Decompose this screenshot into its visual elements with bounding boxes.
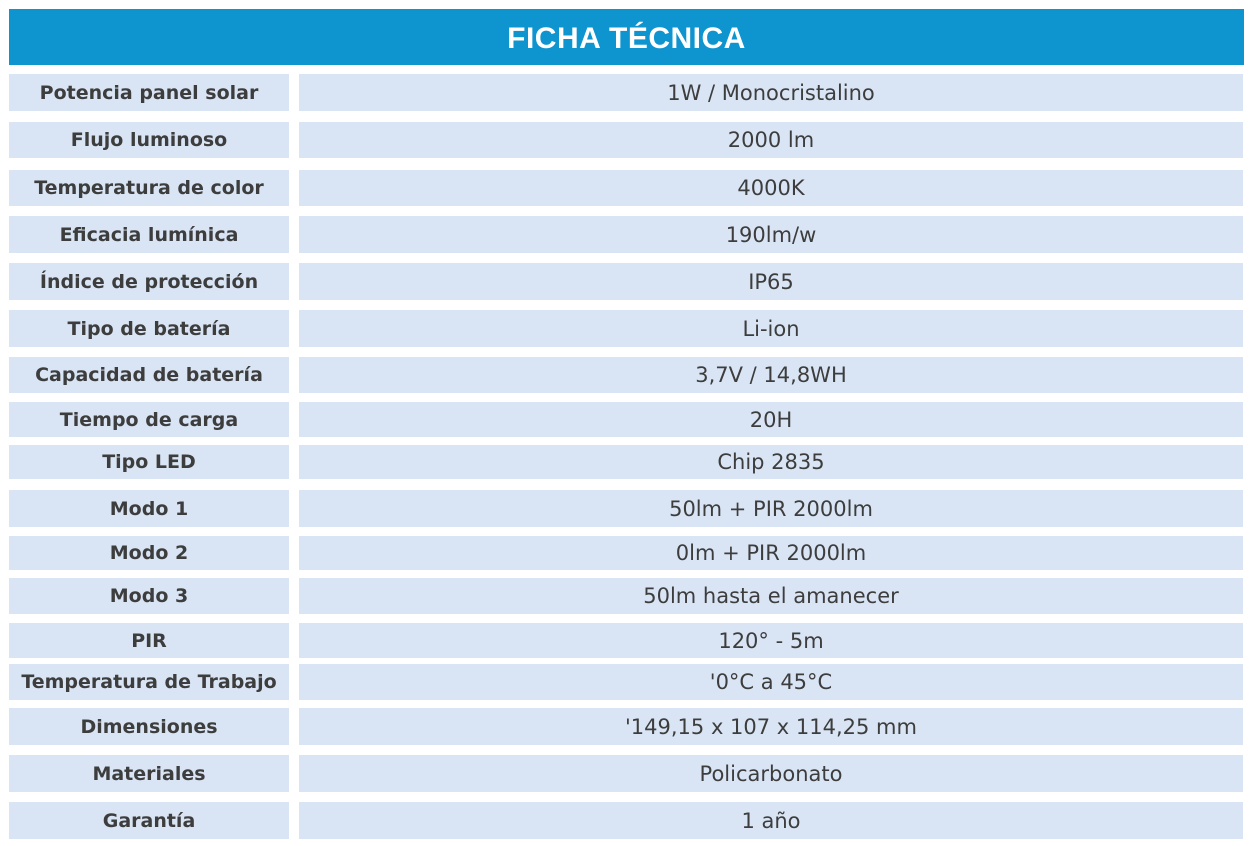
table-row — [0, 755, 1253, 792]
spec-label: Modo 3 — [109, 585, 189, 607]
spec-label: Capacidad de batería — [35, 364, 263, 386]
spec-label: Garantía — [102, 809, 196, 832]
value-cell — [299, 310, 1243, 347]
table-row — [0, 802, 1253, 839]
value-cell — [299, 623, 1243, 658]
table-row — [0, 664, 1253, 700]
label-cell — [9, 263, 289, 300]
spec-value: '149,15 x 107 x 114,25 mm — [625, 714, 917, 739]
spec-value: 50lm + PIR 2000lm — [669, 496, 873, 521]
spec-label: Modo 1 — [109, 497, 189, 520]
value-cell — [299, 536, 1243, 570]
spec-label: Temperatura de color — [34, 177, 264, 199]
spec-value: Chip 2835 — [717, 450, 825, 474]
table-row — [0, 402, 1253, 437]
value-cell — [299, 402, 1243, 437]
table-row — [0, 122, 1253, 158]
value-cell — [299, 802, 1243, 839]
label-cell — [9, 664, 289, 700]
value-cell — [299, 578, 1243, 614]
spec-value: 1 año — [741, 808, 801, 833]
table-row — [0, 445, 1253, 479]
spec-label: PIR — [131, 629, 167, 652]
spec-value: 50lm hasta el amanecer — [643, 584, 899, 608]
value-cell — [299, 357, 1243, 393]
value-cell — [299, 74, 1243, 111]
spec-label: Materiales — [92, 762, 206, 785]
spec-label: Temperatura de Trabajo — [21, 671, 277, 693]
table-row — [0, 357, 1253, 393]
table-row — [0, 578, 1253, 614]
label-cell — [9, 216, 289, 253]
spec-value: 2000 lm — [727, 128, 815, 152]
label-cell — [9, 170, 289, 206]
spec-label: Modo 2 — [109, 542, 189, 564]
spec-label: Eficacia lumínica — [59, 223, 239, 246]
value-cell — [299, 122, 1243, 158]
spec-label: Tipo de batería — [67, 317, 231, 340]
label-cell — [9, 445, 289, 479]
spec-value: IP65 — [748, 269, 794, 294]
table-row — [0, 623, 1253, 658]
spec-value: Li-ion — [742, 316, 800, 341]
table-row — [0, 536, 1253, 570]
value-cell — [299, 490, 1243, 527]
table-row — [0, 170, 1253, 206]
label-cell — [9, 536, 289, 570]
label-cell — [9, 755, 289, 792]
value-cell — [299, 263, 1243, 300]
table-row — [0, 490, 1253, 527]
label-cell — [9, 490, 289, 527]
spec-value: 4000K — [737, 176, 805, 200]
spec-value: 1W / Monocristalino — [667, 80, 875, 105]
label-cell — [9, 623, 289, 658]
spec-label: Flujo luminoso — [70, 129, 228, 151]
spec-value: '0°C a 45°C — [709, 670, 833, 694]
label-cell — [9, 402, 289, 437]
label-cell — [9, 310, 289, 347]
label-cell — [9, 708, 289, 745]
spec-label: Tipo LED — [102, 451, 196, 473]
spec-label: Dimensiones — [80, 715, 218, 738]
table-row — [0, 708, 1253, 745]
table-row — [0, 216, 1253, 253]
value-cell — [299, 216, 1243, 253]
spec-label: Potencia panel solar — [39, 81, 259, 104]
spec-value: 0lm + PIR 2000lm — [675, 541, 867, 565]
spec-label: Índice de protección — [39, 270, 259, 293]
spec-value: 120° - 5m — [718, 628, 824, 653]
value-cell — [299, 755, 1243, 792]
spec-value: 3,7V / 14,8WH — [695, 363, 847, 387]
label-cell — [9, 802, 289, 839]
spec-value: Policarbonato — [699, 761, 843, 786]
label-cell — [9, 122, 289, 158]
value-cell — [299, 708, 1243, 745]
page-title: FICHA TÉCNICA — [507, 22, 746, 55]
value-cell — [299, 170, 1243, 206]
label-cell — [9, 357, 289, 393]
label-cell — [9, 74, 289, 111]
table-row — [0, 263, 1253, 300]
spec-label: Tiempo de carga — [59, 408, 239, 431]
spec-value: 20H — [749, 407, 793, 432]
value-cell — [299, 445, 1243, 479]
value-cell — [299, 664, 1243, 700]
table-row — [0, 74, 1253, 111]
table-row — [0, 310, 1253, 347]
spec-value: 190lm/w — [725, 222, 817, 247]
label-cell — [9, 578, 289, 614]
